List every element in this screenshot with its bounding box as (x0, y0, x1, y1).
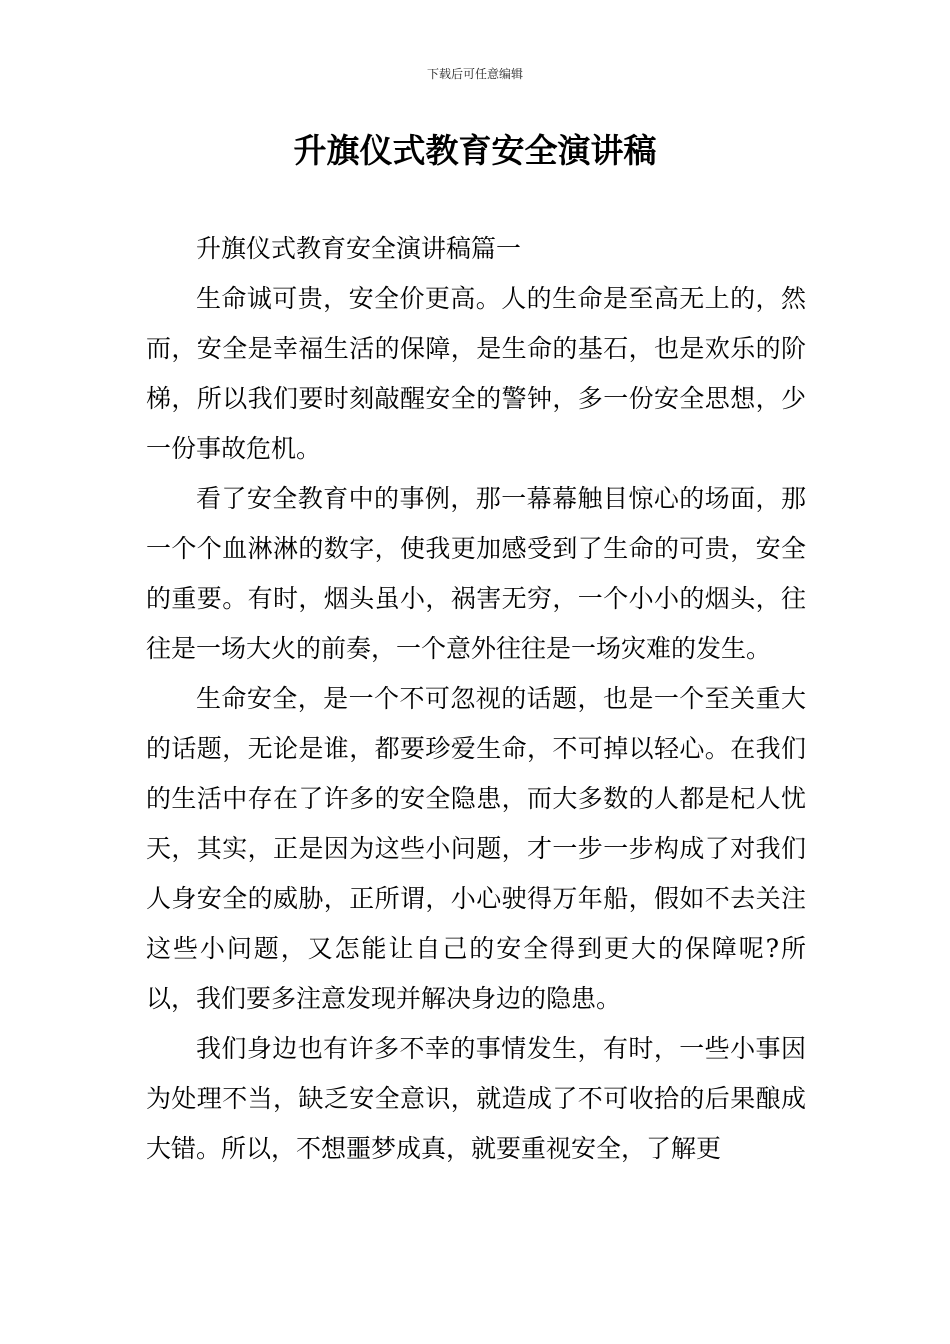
paragraph: 生命诚可贵，安全价更高。人的生命是至高无上的，然而，安全是幸福生活的保障，是生命的基石，也是欢乐的阶梯，所以我们要时刻敲醒安全的警钟，多一份安全思想，少一份事故危机。 (146, 284, 806, 463)
paragraph: 看了安全教育中的事例，那一幕幕触目惊心的场面，那一个个血淋淋的数字，使我更加感受到了生命的可贵，安全的重要。有时，烟头虽小，祸害无穷，一个小小的烟头，往往是一场大火的前奏，一个意外往往是一场灾难的发生。 (146, 484, 806, 663)
paragraph: 我们身边也有许多不幸的事情发生，有时，一些小事因为处理不当，缺乏安全意识，就造成了不可收拾的后果酿成大错。所以，不想噩梦成真，就要重视安全，了解更 (146, 1034, 806, 1163)
document-title: 升旗仪式教育安全演讲稿 (293, 131, 657, 170)
section-heading: 升旗仪式教育安全演讲稿篇一 (196, 234, 522, 263)
document-body (146, 224, 806, 1174)
paragraph: 生命安全，是一个不可忽视的话题，也是一个至关重大的话题，无论是谁，都要珍爱生命，不可掉以轻心。在我们的生活中存在了许多的安全隐患，而大多数的人都是杞人忧天，其实，正是因为这些小问题，才一步一步构成了对我们人身安全的威胁，正所谓，小心驶得万年船，假如不去关注这些小问题，又怎能让自己的安全得到更大的保障呢?所以，我们要多注意发现并解决身边的隐患。 (146, 684, 806, 1013)
page-header-note: 下载后可任意编辑 (426, 67, 523, 81)
